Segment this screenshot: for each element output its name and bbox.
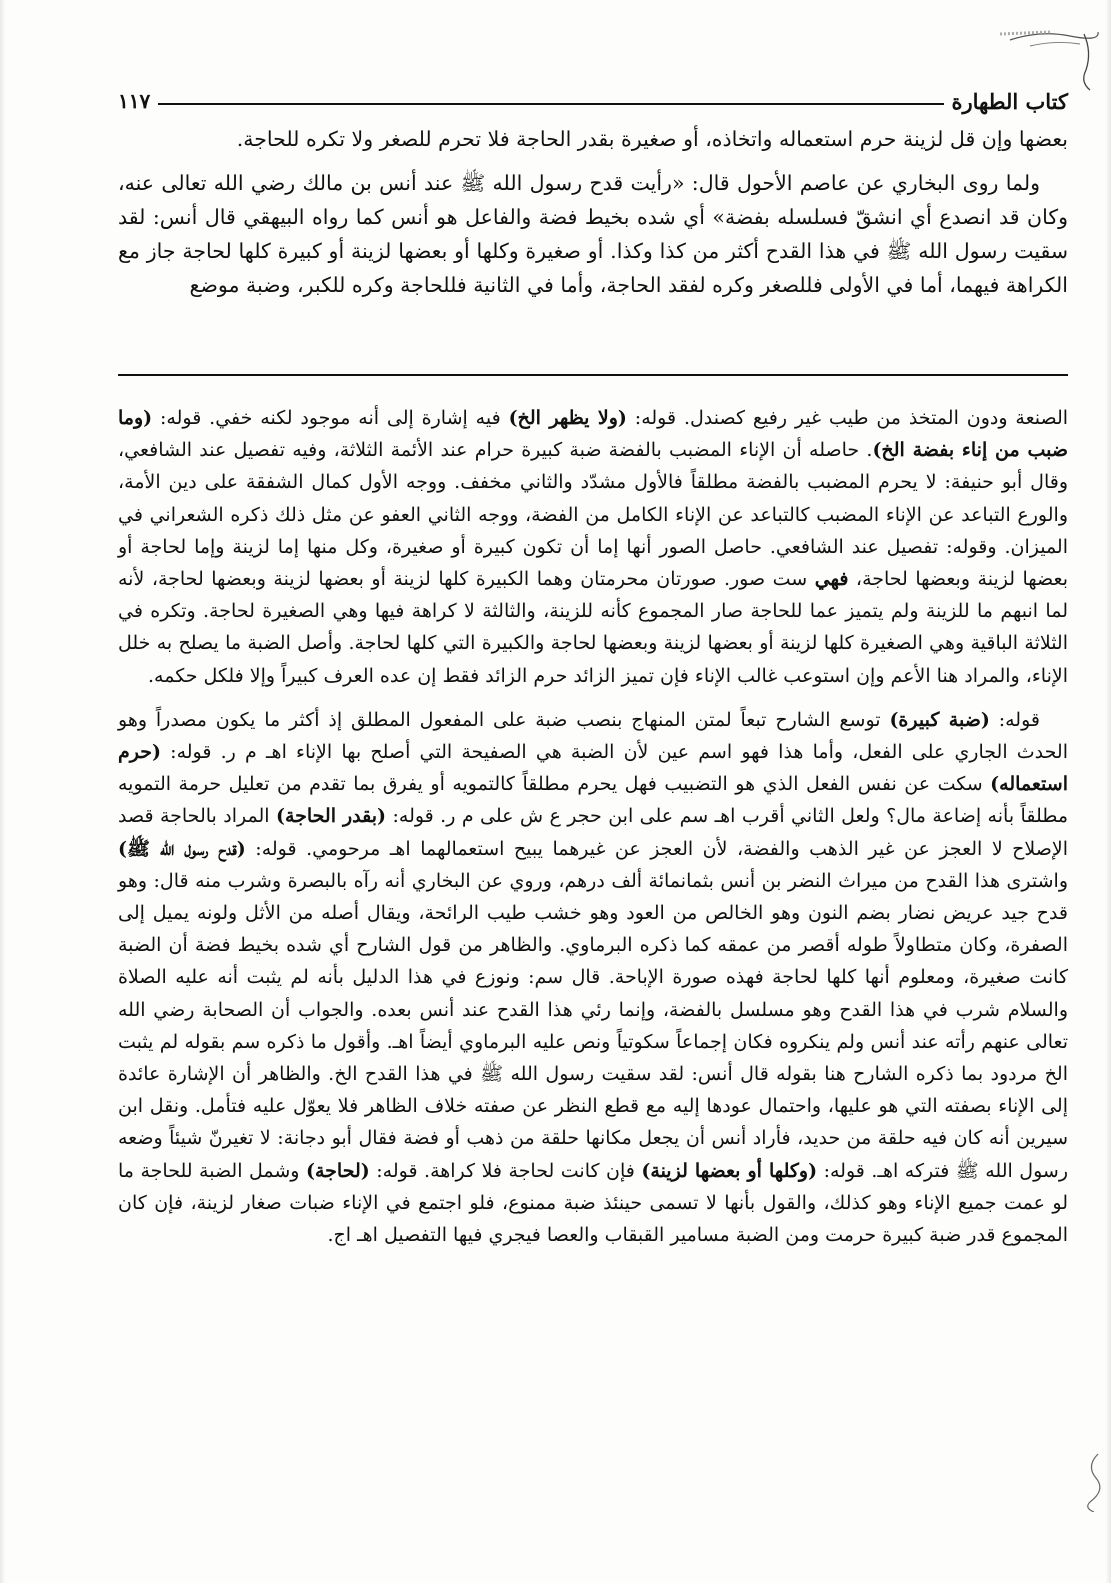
main-text bbox=[118, 122, 1068, 302]
main-paragraph-2: ولما روى البخاري عن عاصم الأحول قال: «رأيت قدح رسول الله ﷺ عند أنس بن مالك رضي الله تعالى عنه، وكان قد انصدع أي انشقّ فسلسله بفضة» أي شده بخيط فضة والفاعل هو أنس كما رواه البيهقي قال أنس: لقد سقيت رسول الله ﷺ في هذا القدح أكثر من كذا وكذا. أو صغيرة وكلها أو بعضها لزينة أو كبيرة كلها لحاجة جاز مع الكراهة فيهما، أما في الأولى فللصغر وكره لفقد الحاجة، وأما في الثانية فللحاجة وكره للكبر، وضبة موضع bbox=[118, 171, 1068, 297]
text-segment: سكت عن نفس الفعل الذي هو التضبيب فهل يحرم مطلقاً كالتمويه أو يفرق بما تقدم من تعليل حرمة التمويه مطلقاً بأنه إضاعة مال؟ ولعل الثاني أقرب اهـ سم على ابن حجر ع ش على م ر. قوله: bbox=[118, 773, 1068, 828]
scan-edge-right bbox=[1105, 0, 1111, 1583]
quoted-phrase: (بقدر الحاجة) bbox=[275, 805, 387, 828]
header-rule bbox=[158, 103, 943, 105]
text-segment: ست صور. صورتان محرمتان وهما الكبيرة كلها لزينة أو بعضها لزينة وبعضها لحاجة، لأنه لما انبهم ما للزينة ولم يتميز عما للحاجة صار المجموع كأنه للزينة، والثالثة لا كراهة فيها وهي الصغيرة لحاجة. وتكره في الثلاثة الباقية وهي الصغيرة كلها لزينة أو بعضها لزينة وبعضها لحاجة والكبيرة التي كلها لحاجة. وأصل الضبة ما يصلح به خلل الإناء، والمراد هنا الأعم وإن استوعب غالب الإناء فإن تميز الزائد حرم الزائد فقط إن عده العرف كبيراً وإلا فلكل حكمه. bbox=[118, 568, 1068, 687]
quoted-phrase: (وكلها أو بعضها لزينة) bbox=[641, 1159, 818, 1182]
footnote-divider bbox=[118, 374, 1068, 376]
quoted-phrase: (وما ضبب من إناء بفضة الخ) bbox=[118, 407, 1068, 462]
scan-edge-left bbox=[0, 0, 6, 1583]
text-segment: الصنعة ودون المتخذ من طيب غير رفيع كصندل. قوله: bbox=[626, 407, 1069, 429]
text-segment: فيه إشارة إلى أنه موجود لكنه خفي. قوله: bbox=[152, 407, 509, 429]
quoted-phrase: (ولا يظهر الخ) bbox=[508, 407, 627, 429]
page-corner-scribble bbox=[1000, 22, 1100, 92]
page-number: ١١٧ bbox=[118, 89, 151, 113]
quoted-phrase: (قدح رسول الله ﷺ) bbox=[118, 837, 246, 860]
text-segment: وشمل الضبة للحاجة ما لو عمت جميع الإناء وهو كذلك، والقول بأنها لا تسمى حينئذ ضبة ممنوع، فلو اجتمع في الإناء ضبات صغار لزينة، فإن كان المجموع قدر ضبة كبيرة حرمت ومن الضبة مسامير القبقاب والعصا فيجري فيها التفصيل اهـ اج. bbox=[118, 1159, 1068, 1247]
book-title: كتاب الطهارة bbox=[951, 88, 1068, 114]
text-segment: قوله: bbox=[989, 708, 1040, 731]
quoted-phrase: (لحاجة) bbox=[305, 1159, 370, 1182]
main-paragraph-1: بعضها وإن قل لزينة حرم استعماله واتخاذه، أو صغيرة بقدر الحاجة فلا تحرم للصغر ولا تكره للحاجة. bbox=[236, 127, 1068, 151]
page-header bbox=[118, 86, 1068, 116]
commentary-text bbox=[118, 402, 1068, 1251]
text-segment: . حاصله أن الإناء المضبب بالفضة ضبة كبيرة حرام عند الأئمة الثلاثة، وفيه تفصيل عند الشافعي، وقال أبو حنيفة: لا يحرم المضبب بالفضة مطلقاً فالأول مشدّد والثاني مخفف. ووجه الأول كمال الشفقة على دين الأمة، والورع التباعد عن الإناء المضبب كالتباعد عن الإناء الكامل من الفضة، ووجه الثاني العفو عن مثل ذلك ذكره الشعراني في الميزان. وقوله: تفصيل عند الشافعي. حاصل الصور أنها إما أن تكون كبيرة أو صغيرة، وكل منها إما لزينة وإما لحاجة أو بعضها لزينة وبعضها لحاجة، bbox=[118, 439, 1068, 591]
quoted-phrase: (ضبة كبيرة) bbox=[889, 708, 990, 731]
quoted-phrase: فهي bbox=[814, 568, 849, 591]
commentary-paragraph-2 bbox=[118, 704, 1068, 1251]
text-segment: فإن كانت لحاجة فلا كراهة. قوله: bbox=[369, 1159, 642, 1182]
margin-scribble bbox=[1080, 1452, 1104, 1512]
text-segment: توسع الشارح تبعاً لمتن المنهاج بنصب ضبة على المفعول المطلق إذ أكثر ما يكون مصدراً وهو الحدث الجاري على الفعل، وأما هذا فهو اسم عين لأن الضبة هي الصفيحة التي أصلح بها الإناء اهـ م ر. قوله: bbox=[118, 708, 1068, 764]
text-segment: المراد بالحاجة قصد الإصلاح لا العجز عن غير الذهب والفضة، لأن العجز عن غيرهما يبيح استعمالهما اهـ مرحومي. قوله: bbox=[118, 805, 1069, 860]
commentary-paragraph-1 bbox=[118, 402, 1068, 692]
text-segment: واشترى هذا القدح من ميراث النضر بن أنس بثمانمائة ألف درهم، وروي عن البخاري أنه رآه بالبصرة وشرب منه قال: وهو قدح جيد عريض نضار بضم النون وهو الخالص من العود وهو خشب طيب الرائحة، ويقال أصله من الأثل ولونه يميل إلى الصفرة، وكان متطاولاً طوله أقصر من عمقه كما ذكره البرماوي. والظاهر من قول الشارح أي شده بخيط فضة أن الضبة كانت صغيرة، ومعلوم أنها كلها لحاجة فهذه صورة الإباحة. قال سم: ونوزع في هذا الدليل بأنه لم يثبت أنه عليه الصلاة والسلام شرب في هذا القدح وهو مسلسل بالفضة، وإنما رئي هذا القدح عند أنس بعده. والجواب أن الصحابة رضي الله تعالى عنهم رأته عند أنس ولم ينكروه فكان إجماعاً سكوتياً ونص عليه البرماوي أيضاً اهـ. وأقول ما ذكره سم بقوله لم يثبت الخ مردود بما ذكره الشارح هنا بقوله قال أنس: لقد سقيت رسول الله ﷺ في هذا القدح الخ. والظاهر أن الإشارة عائدة إلى الإناء بصفته التي هو عليها، واحتمال عودها إليه مع قطع النظر عن صفته خلاف الظاهر فلا يعوّل عليه فتأمل. ونقل ابن سيرين أنه كان فيه حلقة من حديد، فأراد أنس أن يجعل مكانها حلقة من ذهب أو فضة فقال أبو دجانة: لا تغيرنّ شيئاً وضعه رسول الله ﷺ فتركه اهـ. قوله: bbox=[118, 869, 1069, 1182]
quoted-phrase: (حرم استعماله) bbox=[118, 741, 1068, 796]
